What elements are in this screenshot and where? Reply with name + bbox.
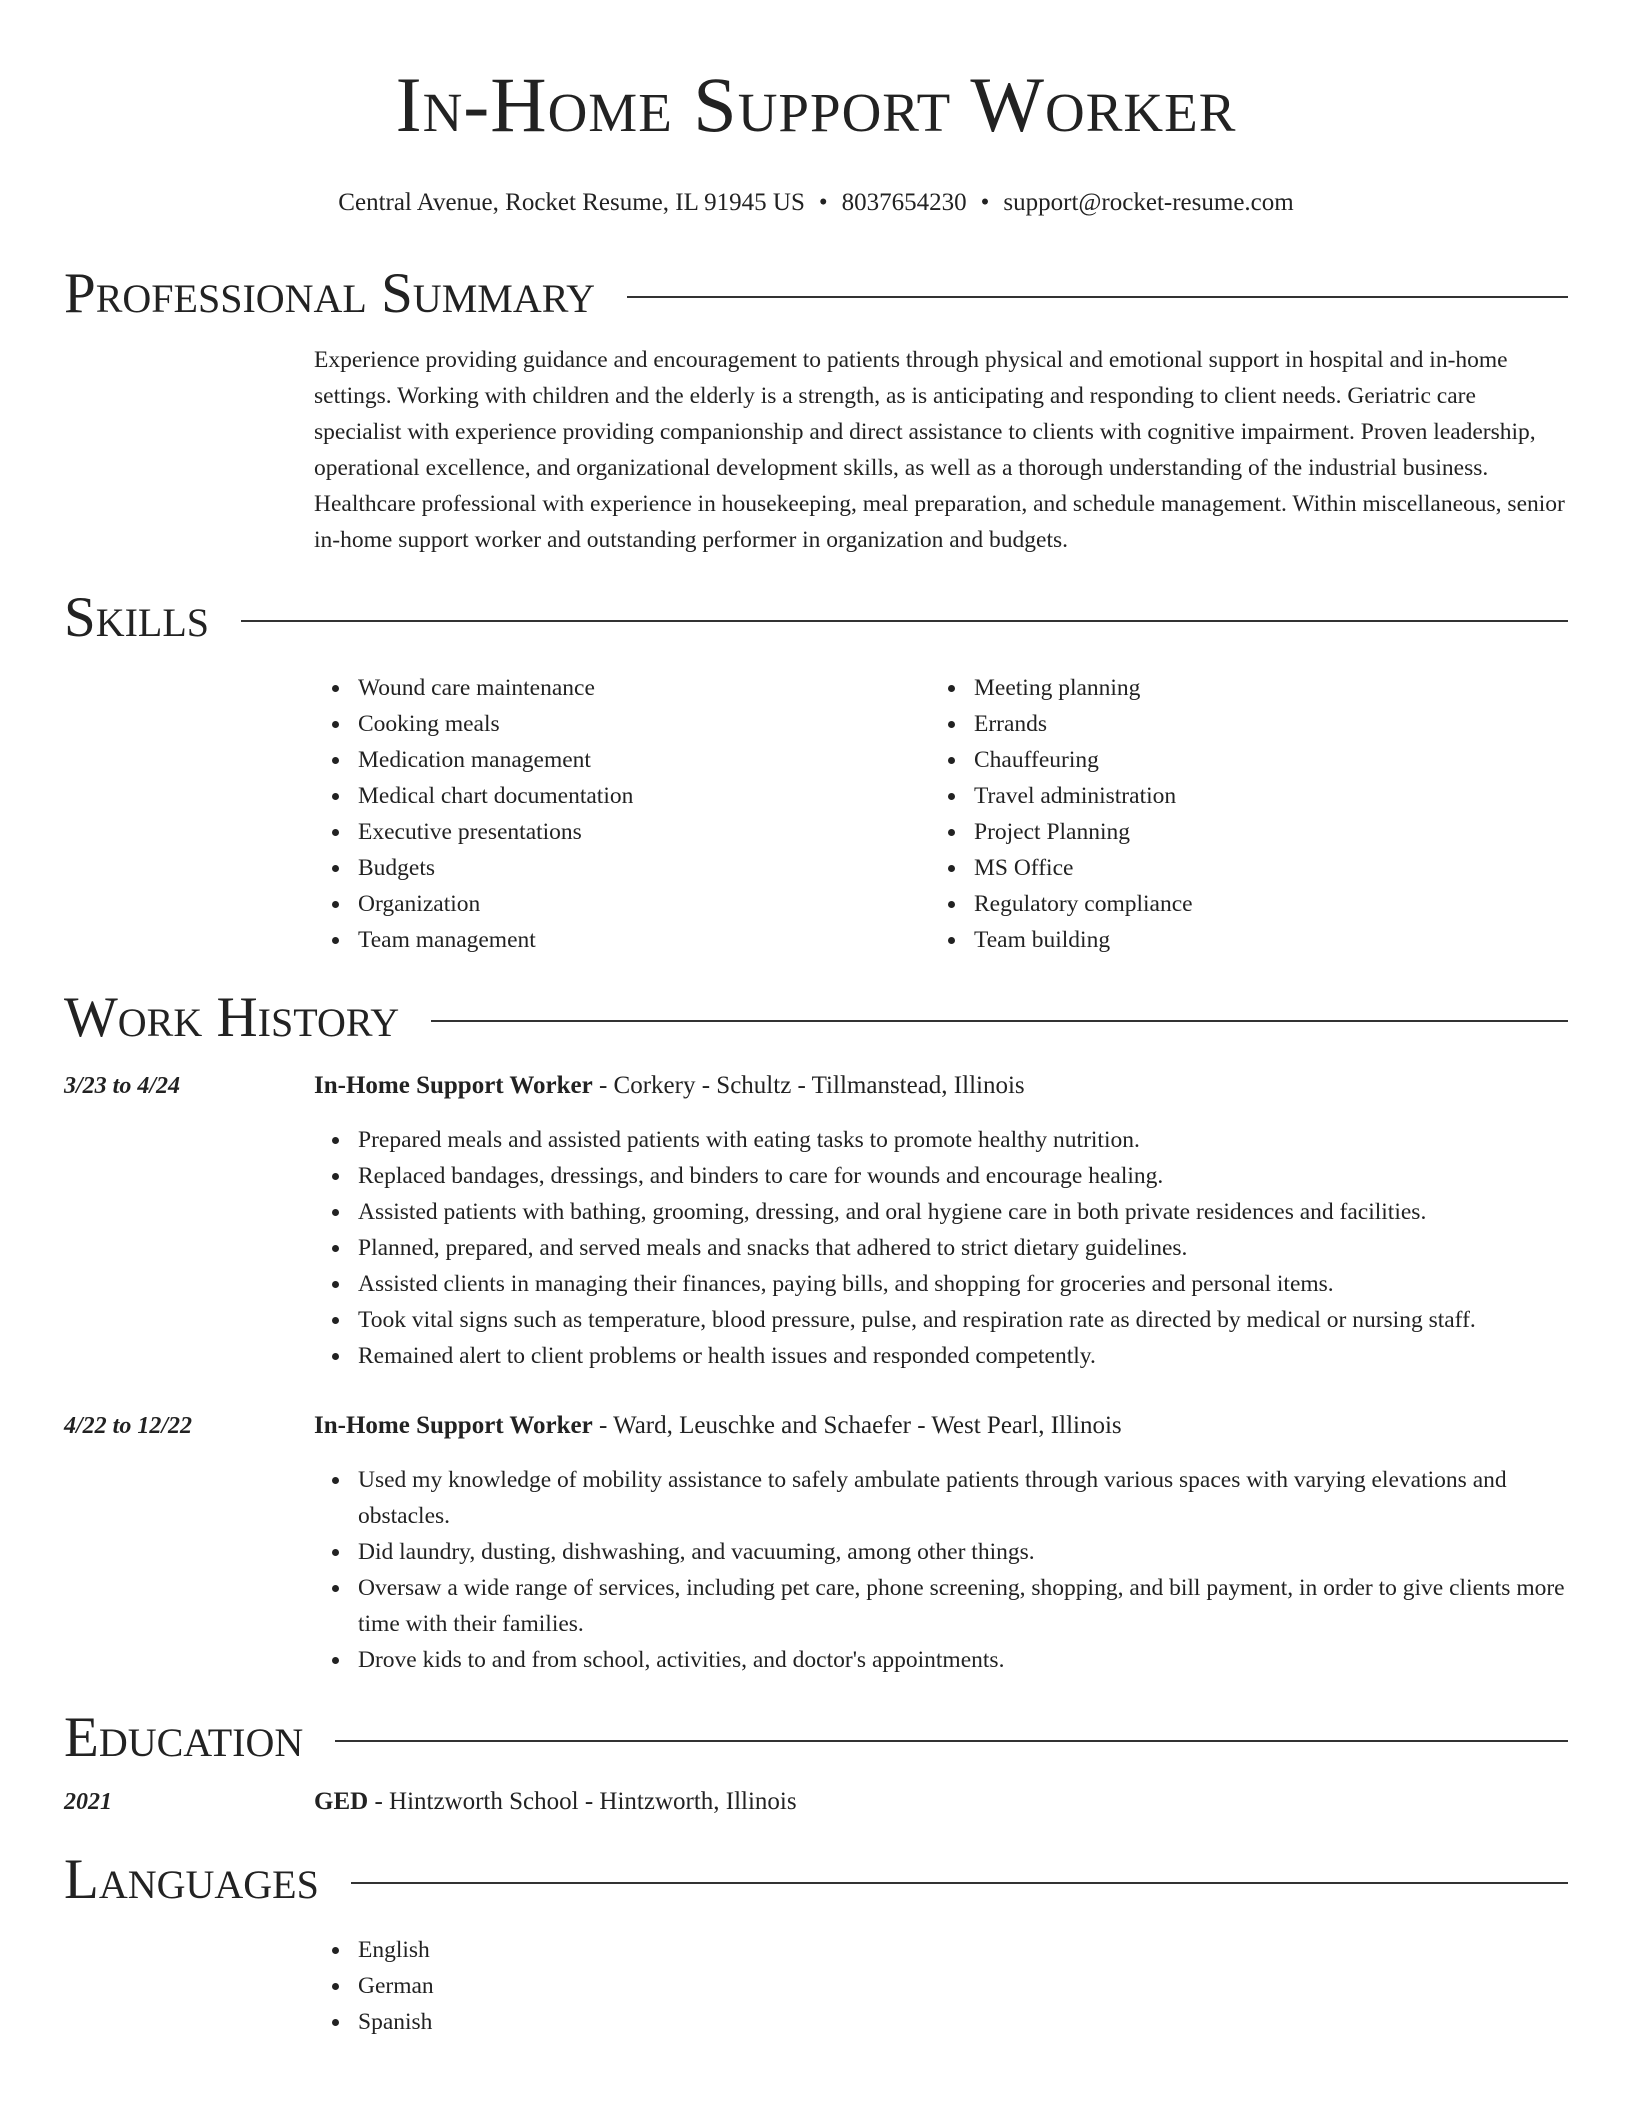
summary-section-header [64,262,1568,326]
list-item: Chauffeuring [974,742,1546,778]
list-item: Spanish [358,2004,1568,2040]
education-section-header [64,1706,1568,1770]
job-dates: 3/23 to 4/24 [64,1073,181,1099]
section-divider [627,296,1568,298]
list-item: Organization [358,886,930,922]
job-duties [314,1122,1568,1374]
education-school: - Hintzworth School - Hintzworth, Illinois [368,1788,797,1815]
section-divider [431,1020,1568,1022]
summary-text: Experience providing guidance and encouragement to patients through physical and emotional support in hospital and in-home settings. Working with children and the elderly is a strength, as is anticipating and responding to client needs. Geriatric care specialist with experience providing companionship and direct assistance to clients with cognitive impairment. Proven leadership, operational excellence, and organizational development skills, as well as a thorough understanding of the industrial business. Healthcare professional with experience in housekeeping, meal preparation, and schedule management. Within miscellaneous, senior in-home support worker and outstanding performer in organization and budgets. [314,347,1565,553]
languages-section-header [64,1848,1568,1912]
job-bullet-list [314,1122,1568,1374]
list-item: Budgets [358,850,930,886]
list-item: Team management [358,922,930,958]
section-divider [241,620,1568,622]
job-entry [64,1408,1568,1678]
job-header [64,1408,1568,1444]
list-item: German [358,1968,1568,2004]
skills-heading: Skills [64,586,210,649]
list-item: Took vital signs such as temperature, blood pressure, pulse, and respiration rate as directed by medical or nursing staff. [358,1302,1568,1338]
languages-body [314,1932,1568,2040]
skills-list-left [314,670,930,958]
job-title: In-Home Support Worker [314,1072,593,1099]
education-entry [64,1784,1568,1820]
list-item: MS Office [974,850,1546,886]
list-item: Wound care maintenance [358,670,930,706]
work-heading: Work History [64,986,400,1049]
contact-phone: 8037654230 [841,189,967,216]
list-item: Remained alert to client problems or health issues and responded competently. [358,1338,1568,1374]
contact-email: support@rocket-resume.com [1003,189,1294,216]
list-item: Team building [974,922,1546,958]
job-title-line [314,1408,1122,1444]
skills-list-right [930,670,1546,958]
job-duties [314,1462,1568,1678]
job-bullet-list [314,1462,1568,1678]
section-divider [351,1882,1568,1884]
list-item: Assisted patients with bathing, grooming, dressing, and oral hygiene care in both private residences and facilities. [358,1194,1568,1230]
education-year: 2021 [64,1789,112,1815]
summary-heading: Professional Summary [64,262,596,325]
job-header [64,1068,1568,1104]
education-line [314,1784,797,1820]
education-degree: GED [314,1788,369,1815]
list-item: Project Planning [974,814,1546,850]
section-divider [335,1740,1568,1742]
skills-grid [314,670,1568,958]
list-item: Oversaw a wide range of services, including pet care, phone screening, shopping, and bill payment, in order to give clients more time with their families. [358,1570,1568,1642]
list-item: Replaced bandages, dressings, and binders to care for wounds and encourage healing. [358,1158,1568,1194]
education-heading: Education [64,1706,304,1769]
list-item: Used my knowledge of mobility assistance to safely ambulate patients through various spaces with varying elevations and obstacles. [358,1462,1568,1534]
list-item: Planned, prepared, and served meals and snacks that adhered to strict dietary guidelines. [358,1230,1568,1266]
skills-column-right [930,670,1546,958]
job-entry [64,1068,1568,1374]
list-item: Regulatory compliance [974,886,1546,922]
job-employer: - Ward, Leuschke and Schaefer - West Pearl, Illinois [592,1412,1122,1439]
contact-line [64,186,1568,220]
list-item: Executive presentations [358,814,930,850]
candidate-name: In-Home Support Worker [395,61,1237,148]
skills-section-header [64,586,1568,650]
list-item: Assisted clients in managing their finances, paying bills, and shopping for groceries and personal items. [358,1266,1568,1302]
job-title: In-Home Support Worker [314,1412,593,1439]
languages-list [314,1932,1568,2040]
languages-heading: Languages [64,1848,319,1911]
list-item: Drove kids to and from school, activities, and doctor's appointments. [358,1642,1568,1678]
job-employer: - Corkery - Schultz - Tillmanstead, Illinois [592,1072,1025,1099]
job-dates: 4/22 to 12/22 [64,1413,193,1439]
contact-separator: • [818,189,828,216]
list-item: Did laundry, dusting, dishwashing, and vacuuming, among other things. [358,1534,1568,1570]
list-item: Errands [974,706,1546,742]
list-item: English [358,1932,1568,1968]
contact-address: Central Avenue, Rocket Resume, IL 91945 US [338,189,805,216]
list-item: Meeting planning [974,670,1546,706]
list-item: Prepared meals and assisted patients with eating tasks to promote healthy nutrition. [358,1122,1568,1158]
skills-column-left [314,670,930,958]
list-item: Medical chart documentation [358,778,930,814]
job-title-line [314,1068,1025,1104]
summary-body [314,342,1568,558]
contact-separator: • [980,189,990,216]
list-item: Travel administration [974,778,1546,814]
list-item: Medication management [358,742,930,778]
list-item: Cooking meals [358,706,930,742]
work-section-header [64,986,1568,1050]
